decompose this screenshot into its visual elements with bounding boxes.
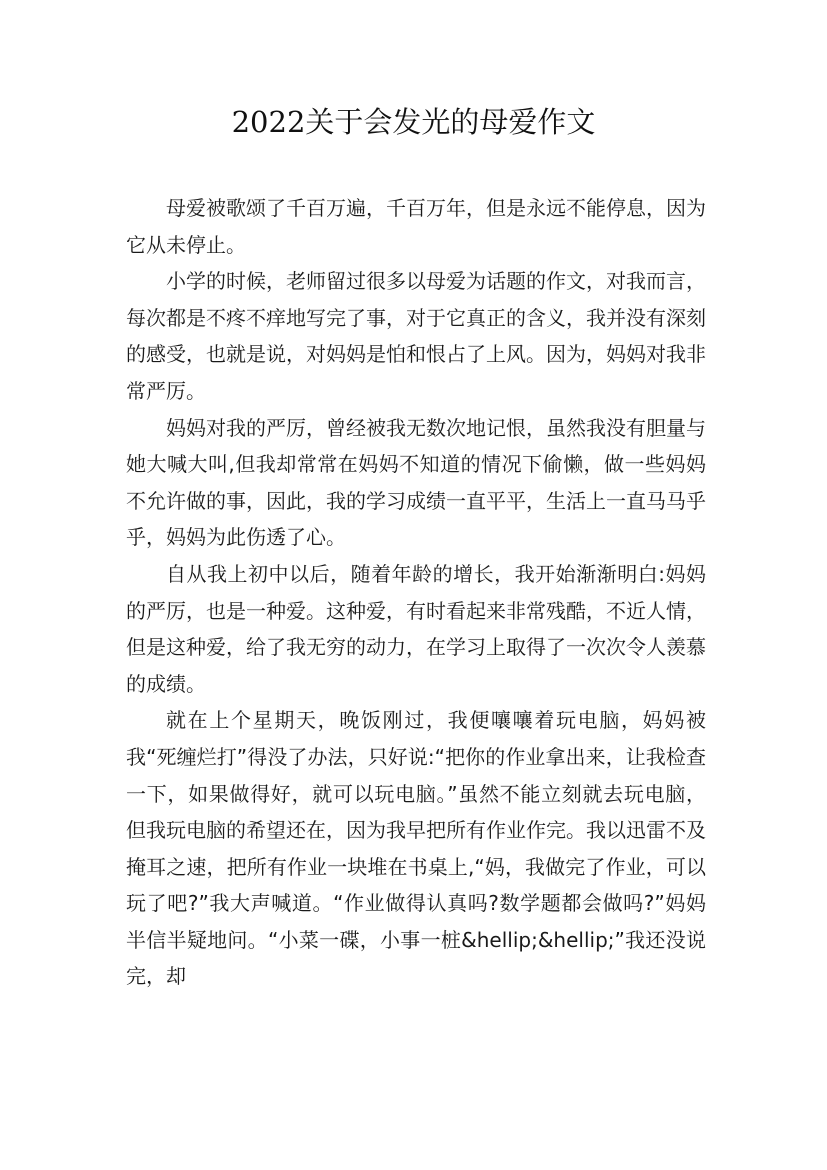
paragraph-4: 自从我上初中以后，随着年龄的增长，我开始渐渐明白:妈妈的严厉，也是一种爱。这种爱，有时看起来非常残酷，不近人情，但是这种爱，给了我无穷的动力，在学习上取得了一次次令人羡慕的成绩。 xyxy=(126,561,706,696)
paragraph-2: 小学的时候，老师留过很多以母爱为话题的作文，对我而言，每次都是不疼不痒地写完了事，对于它真正的含义，我并没有深刻的感受，也就是说，对妈妈是怕和恨占了上风。因为，妈妈对我非常严厉。 xyxy=(126,269,706,403)
document-body xyxy=(126,190,706,995)
document-title: 2022关于会发光的母爱作文 xyxy=(231,105,596,139)
paragraph-3: 妈妈对我的严厉，曾经被我无数次地记恨，虽然我没有胆量与她大喊大叫,但我却常常在妈妈不知道的情况下偷懒，做一些妈妈不允许做的事，因此，我的学习成绩一直平平，生活上一直马马乎乎，妈妈为此伤透了心。 xyxy=(126,415,706,550)
paragraph-1: 母爱被歌颂了千百万遍，千百万年，但是永远不能停息，因为它从未停止。 xyxy=(126,196,706,257)
paragraph-5: 就在上个星期天，晚饭刚过，我便嚷嚷着玩电脑，妈妈被我“死缠烂打”得没了办法，只好说:“把你的作业拿出来，让我检查一下，如果做得好，就可以玩电脑。”虽然不能立刻就去玩电脑，但我玩电脑的希望还在，因为我早把所有作业作完。我以迅雷不及掩耳之速，把所有作业一块堆在书桌上,“妈，我做完了作业，可以玩了吧?”我大声喊道。“作业做得认真吗?数学题都会做吗?”妈妈半信半疑地问。“小菜一碟，小事一桩&hellip;&hellip;”我还没说完，却 xyxy=(126,708,706,989)
